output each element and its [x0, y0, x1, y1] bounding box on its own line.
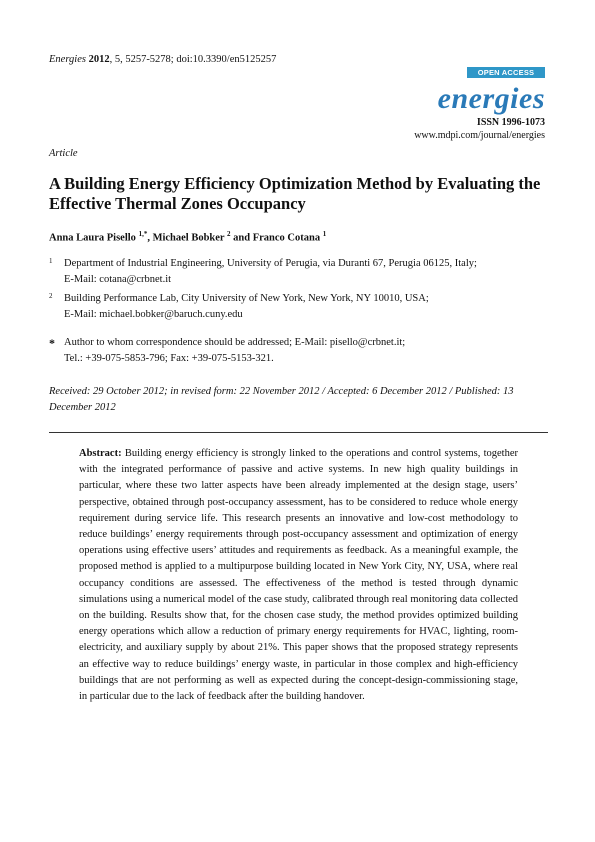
author-list — [49, 230, 326, 244]
abstract-text: Building energy efficiency is strongly linked to the operations and control systems, together with the integrated performance of passive and active systems. In new high quality buildings in particular, where these two latter aspects have been already implemented at the design stage, users’ perspective, obtained through post-occupancy assessment, has to be considered to reduce whole energy requirement during service life. This research presents an innovative and low-cost methodology to reduce buildings’ energy requirements through post-occupancy assessment and optimization of energy operations using effective users’ attitudes and requirements as feedback. As a meaningful example, the proposed method is applied to a multipurpose building located in New York City, NY, USA, where real occupancy conditions are assessed. The effectiveness of the method is tested through dynamic simulations using a numerical model of the case study, calibrated through real monitoring data collected on the building. Results show that, for the chosen case study, the method provides optimized building energy operations which allow a reduction of primary energy requirements for HVAC, lighting, room-electricity, and auxiliary supply by about 21%. This paper shows that the proposed strategy represents an effective way to reduce buildings’ energy waste, in particular in those complex and high-efficiency buildings that are not performing as well as expected during the concept-design-commissioning stage, in particular due to the lack of feedback after the building handover. — [79, 448, 519, 703]
correspondence-contact: Tel.: +39-075-5853-796; Fax: +39-075-5153-321. — [64, 353, 274, 364]
article-title: A Building Energy Efficiency Optimization Method by Evaluating the Effective Thermal Zones Occupancy — [49, 174, 541, 213]
author-superscript: 1, — [138, 230, 144, 238]
journal-name: Energies — [49, 54, 86, 65]
affiliation-mark: 2 — [49, 292, 53, 300]
correspondence-line: Author to whom correspondence should be addressed; E-Mail: pisello@crbnet.it; — [64, 337, 406, 348]
correspondence-note — [49, 335, 405, 367]
journal-url[interactable]: www.mdpi.com/journal/energies — [414, 130, 545, 141]
author-superscript: 1 — [322, 230, 327, 238]
abstract — [79, 446, 518, 705]
author-name: Anna Laura Pisello — [49, 232, 136, 244]
affiliation-line: Department of Industrial Engineering, University of Perugia, via Duranti 67, Perugia 06125, Italy; — [64, 258, 477, 269]
author-separator: and — [230, 232, 253, 244]
issn: ISSN 1996-1073 — [476, 117, 545, 128]
affiliation-email[interactable]: E-Mail: michael.bobker@baruch.cuny.edu — [64, 309, 243, 320]
open-access-badge: OPEN ACCESS — [467, 67, 545, 78]
author-name: Michael Bobker — [152, 232, 225, 244]
author-name: Franco Cotana — [252, 232, 321, 244]
correspondence-mark: * — [49, 336, 55, 350]
section-divider — [49, 432, 548, 433]
author-superscript: 2 — [227, 230, 231, 238]
article-type: Article — [49, 148, 78, 159]
publication-history: Received: 29 October 2012; in revised form: 22 November 2012 / Accepted: 6 December 2012 / Published: 13 December 2012 — [49, 386, 514, 413]
corresponding-star: * — [143, 230, 148, 238]
affiliation-1 — [49, 256, 477, 288]
citation-year: 2012 — [88, 54, 110, 65]
citation-volume-pages: , 5, 5257-5278; doi:10.3390/en5125257 — [109, 54, 277, 65]
journal-logo: energies — [437, 82, 545, 115]
affiliation-line: Building Performance Lab, City University of New York, New York, NY 10010, USA; — [64, 293, 429, 304]
affiliation-2 — [49, 291, 429, 323]
citation-line — [49, 54, 276, 65]
affiliation-email[interactable]: E-Mail: cotana@crbnet.it — [64, 274, 172, 285]
affiliation-mark: 1 — [49, 257, 53, 265]
abstract-label: Abstract: — [79, 448, 122, 459]
author-separator: , — [147, 232, 153, 244]
